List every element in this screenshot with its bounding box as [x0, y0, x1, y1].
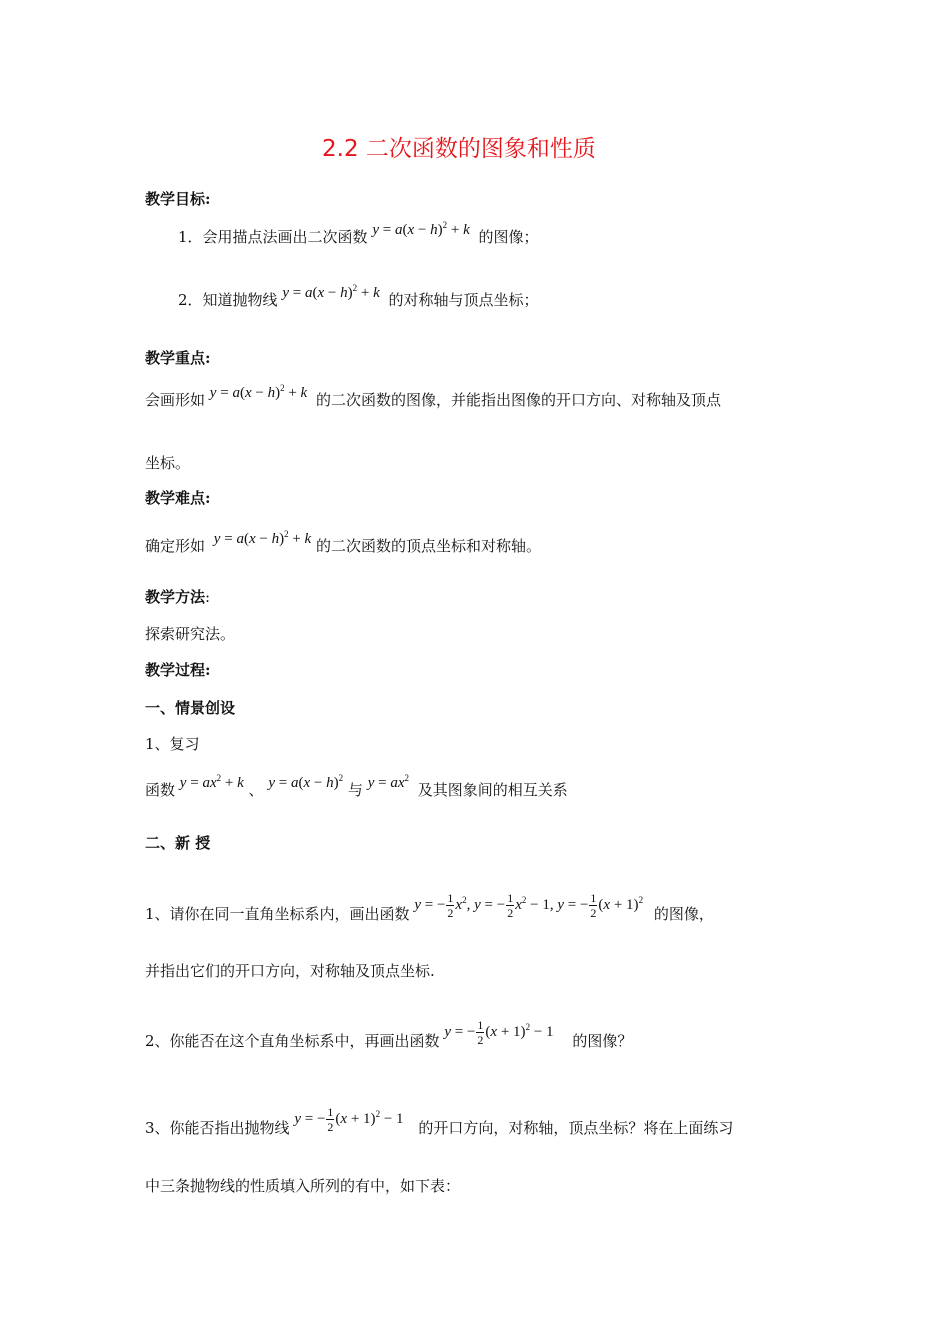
method-heading: 教学方法: [145, 588, 206, 606]
goal-2-text: 2．知道抛物线: [178, 291, 278, 309]
question-1-suffix: 的图像，: [653, 904, 714, 923]
review-line: [145, 773, 568, 799]
formula-ax2: $y = ax^2$: [367, 773, 409, 791]
goal-1-text: 1．会用描点法画出二次函数: [178, 228, 368, 246]
difficulty-line: [145, 529, 542, 555]
question-1-text: 1、请你在同一直角坐标系内，画出函数: [145, 904, 410, 923]
question-1: [145, 891, 714, 930]
formula-vertex-form: $y = a(x - h)^2 + k$: [209, 383, 308, 401]
method-text: 探索研究法。: [145, 625, 236, 643]
goals-heading: 教学目标:: [145, 190, 211, 208]
review-suffix: 及其图象间的相互关系: [417, 781, 568, 799]
formula-vertex-form: $y = a(x - h)^2 + k$: [372, 220, 470, 238]
formula-vertex-form: $y = a(x - h)^2 + k$: [282, 283, 380, 301]
difficulty-suffix: 的二次函数的顶点坐标和对称轴。: [316, 537, 542, 555]
key-suffix: 的二次函数的图像，并能指出图像的开口方向、对称轴及顶点: [316, 391, 722, 409]
difficulty-heading: 教学难点:: [145, 489, 211, 507]
question-3-suffix: 的开口方向，对称轴，顶点坐标？将在上面练习: [418, 1118, 734, 1137]
formula-three-parabolas: y = − $\frac{1}{2}$ $x^2$, y = − $\frac{1}{2}$ $x^2 - 1$, y = − $\frac{1}{2}$ $(x + 1)^2$: [414, 891, 644, 920]
goal-1-suffix: 的图像；: [478, 228, 539, 246]
key-line: [145, 383, 722, 409]
part-2-heading: 二、新 授: [145, 834, 211, 852]
formula-a-x-minus-h-squared: $y = a(x - h)^2$: [268, 773, 344, 791]
formula-vertex-form: $y = a(x - h)^2 + k$: [213, 529, 312, 547]
goal-2: [178, 283, 539, 309]
goal-1: [178, 220, 539, 246]
question-2-text: 2、你能否在这个直角坐标系中，再画出函数: [145, 1031, 440, 1050]
review-text: 函数: [145, 781, 176, 799]
goal-2-suffix: 的对称轴与顶点坐标；: [388, 291, 539, 309]
key-continuation: 坐标。: [145, 454, 191, 472]
question-1-continuation: 并指出它们的开口方向，对称轴及顶点坐标.: [145, 962, 435, 980]
formula-shifted-parabola: y = − $\frac{1}{2}$ $(x + 1)^2 - 1$: [294, 1105, 404, 1134]
method-heading-line: [145, 590, 210, 605]
part-1-heading: 一、情景创设: [145, 699, 236, 717]
review-label: 1、复习: [145, 735, 200, 753]
process-heading: 教学过程:: [145, 661, 211, 679]
method-colon: :: [205, 588, 211, 606]
question-3-text: 3、你能否指出抛物线: [145, 1118, 290, 1137]
question-3: [145, 1105, 734, 1144]
review-and: 与: [347, 781, 363, 799]
formula-ax2-plus-k: $y = ax^2 + k$: [179, 773, 244, 791]
question-2: [145, 1018, 633, 1057]
page-title: 2.2 二次函数的图象和性质: [322, 136, 596, 162]
difficulty-text: 确定形如: [145, 537, 206, 555]
question-3-continuation: 中三条抛物线的性质填入所列的有中，如下表：: [145, 1177, 461, 1195]
review-separator: 、: [248, 781, 264, 799]
key-text: 会画形如: [145, 391, 206, 409]
formula-shifted-parabola: y = − $\frac{1}{2}$ $(x + 1)^2 - 1$: [444, 1018, 554, 1047]
key-heading: 教学重点:: [145, 349, 211, 367]
question-2-suffix: 的图像？: [572, 1031, 633, 1050]
